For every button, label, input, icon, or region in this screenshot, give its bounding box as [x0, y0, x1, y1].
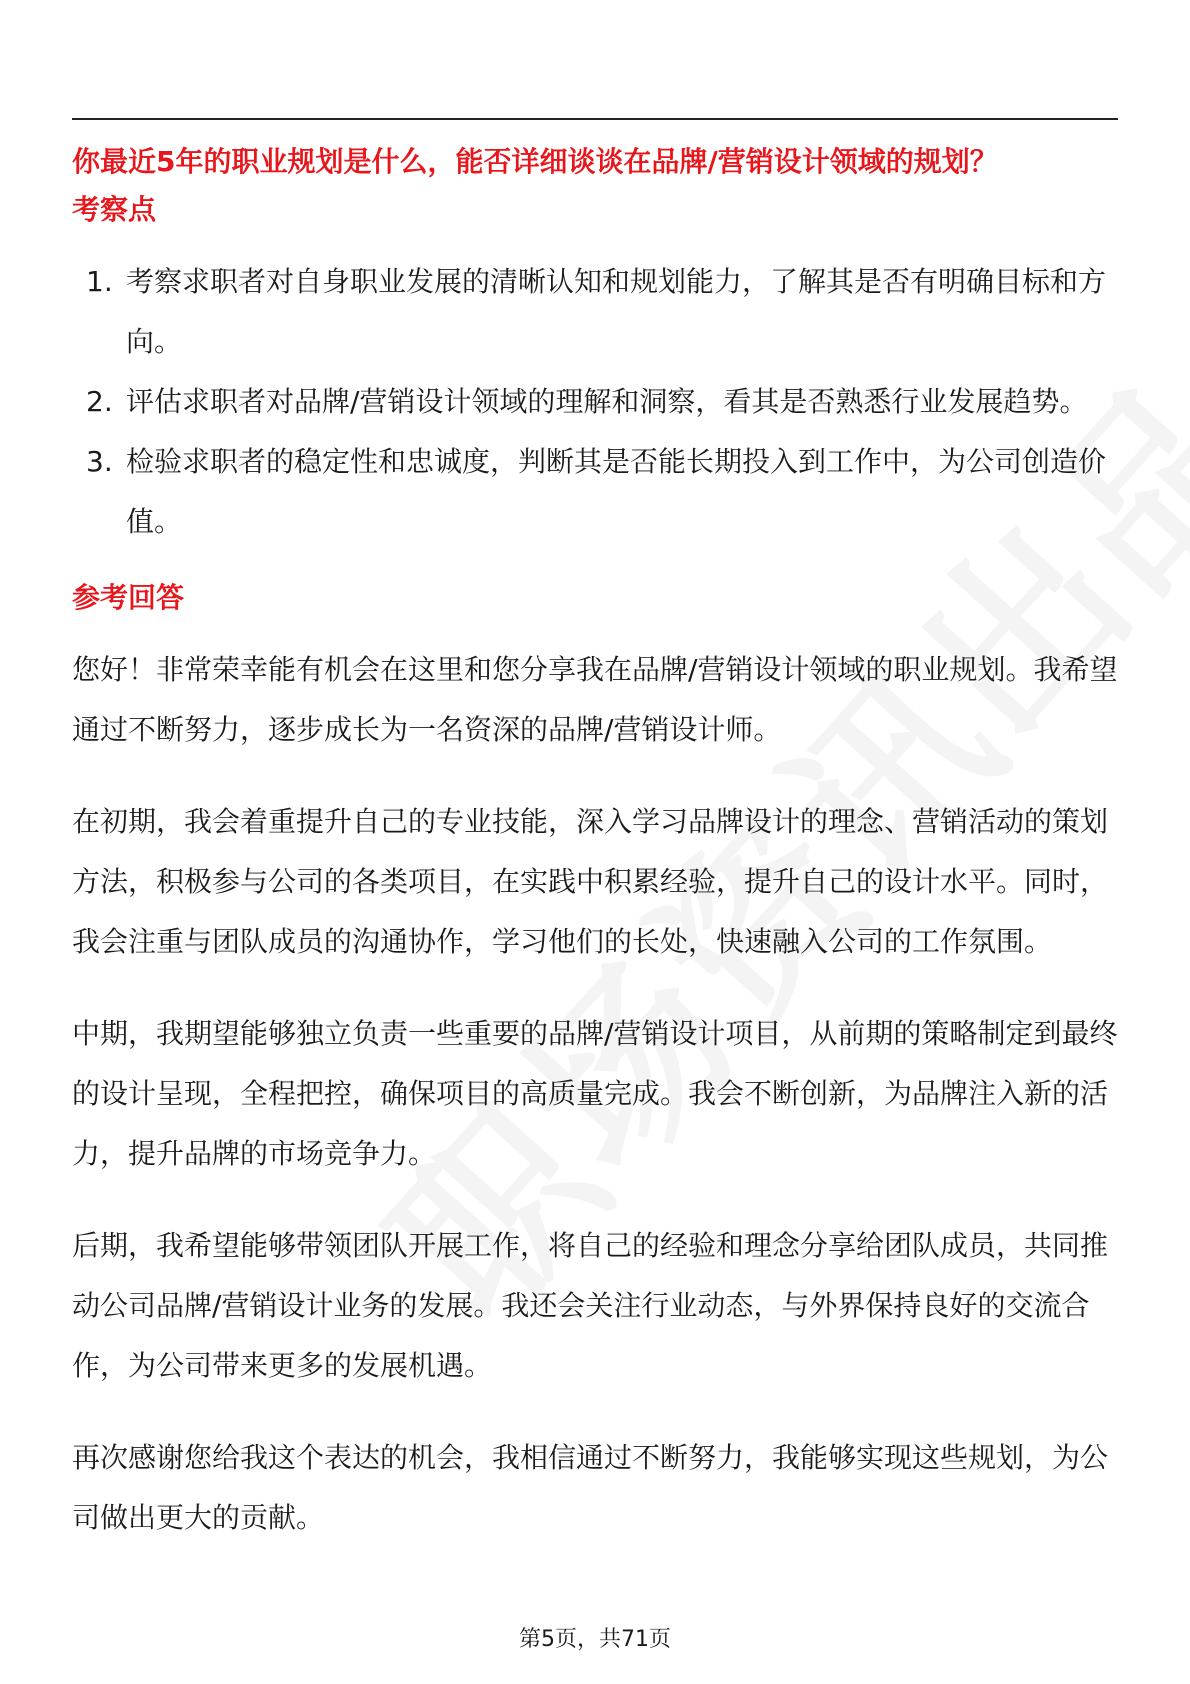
answer-paragraph: 再次感谢您给我这个表达的机会，我相信通过不断努力，我能够实现这些规划，为公司做出更大的贡献。: [72, 1441, 1109, 1534]
list-item-number: 3.: [86, 445, 113, 478]
answer-paragraph: 您好！非常荣幸能有机会在这里和您分享我在品牌/营销设计领域的职业规划。我希望通过不断努力，逐步成长为一名资深的品牌/营销设计师。: [72, 653, 1118, 746]
answer-title: 参考回答: [72, 581, 185, 614]
list-item-text: 评估求职者对品牌/营销设计领域的理解和洞察，看其是否熟悉行业发展趋势。: [126, 385, 1088, 418]
top-divider: [72, 118, 1118, 120]
list-item: [72, 372, 1118, 432]
exam-points-list: [72, 252, 1118, 552]
answer-paragraph: 在初期，我会着重提升自己的专业技能，深入学习品牌设计的理念、营销活动的策划方法，积极参与公司的各类项目，在实践中积累经验，提升自己的设计水平。同时，我会注重与团队成员的沟通协作，学习他们的长处，快速融入公司的工作氛围。: [72, 805, 1109, 958]
list-item-text: 检验求职者的稳定性和忠诚度，判断其是否能长期投入到工作中，为公司创造价值。: [126, 445, 1107, 538]
list-item: [72, 252, 1118, 372]
page-footer: 第5页，共71页: [519, 1627, 671, 1652]
exam-points-title: 考察点: [72, 193, 157, 226]
list-item-number: 1.: [86, 265, 113, 298]
answer-paragraph: 中期，我期望能够独立负责一些重要的品牌/营销设计项目，从前期的策略制定到最终的设计呈现，全程把控，确保项目的高质量完成。我会不断创新，为品牌注入新的活力，提升品牌的市场竞争力。: [72, 1017, 1118, 1170]
list-item-text: 考察求职者对自身职业发展的清晰认知和规划能力，了解其是否有明确目标和方向。: [126, 265, 1107, 358]
question-heading: 你最近5年的职业规划是什么，能否详细谈谈在品牌/营销设计领域的规划？: [72, 145, 998, 178]
document-body: [72, 138, 1118, 1548]
answer-paragraph: 后期，我希望能够带领团队开展工作，将自己的经验和理念分享给团队成员，共同推动公司品牌/营销设计业务的发展。我还会关注行业动态，与外界保持良好的交流合作，为公司带来更多的发展机遇。: [72, 1229, 1109, 1382]
list-item-number: 2.: [86, 385, 113, 418]
list-item: [72, 432, 1118, 552]
